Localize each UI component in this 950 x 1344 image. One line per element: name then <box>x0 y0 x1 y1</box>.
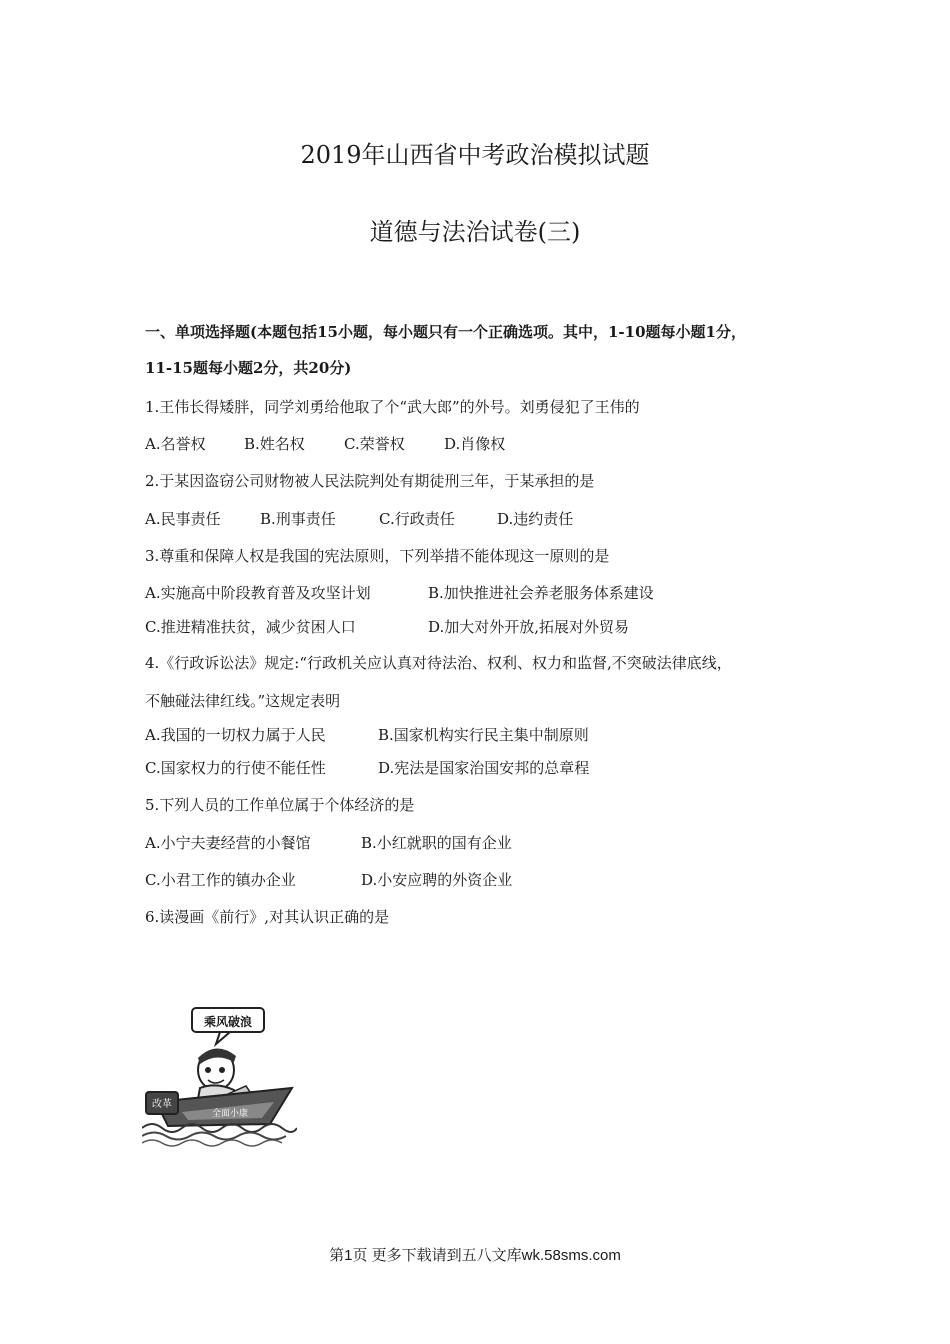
option-a: A.名誉权 <box>145 435 206 453</box>
option-c: C.荣誉权 <box>344 435 405 453</box>
option-b: B.国家机构实行民主集中制原则 <box>378 726 589 744</box>
page-footer: 第1页 更多下载请到五八文库wk.58sms.com <box>329 1247 621 1264</box>
question-4-stem-cont: 不触碰法律红线。”这规定表明 <box>145 692 341 710</box>
question-4-stem: 4.《行政诉讼法》规定:“行政机关应认真对待法治、权利、权力和监督,不突破法律底线， <box>145 654 732 672</box>
option-c: C.国家权力的行使不能任性 <box>145 759 326 777</box>
option-d: D.违约责任 <box>497 510 574 528</box>
bubble-text: 乘风破浪 <box>203 1015 253 1029</box>
option-a: A.我国的一切权力属于人民 <box>145 726 326 744</box>
option-b: B.刑事责任 <box>260 510 336 528</box>
question-5-stem: 5.下列人员的工作单位属于个体经济的是 <box>145 796 415 814</box>
question-3-options-ab <box>145 582 654 603</box>
option-b: B.小红就职的国有企业 <box>361 834 512 852</box>
boat-text: 全面小康 <box>211 1109 249 1119</box>
question-6-stem: 6.读漫画《前行》,对其认识正确的是 <box>145 908 390 926</box>
option-b: B.姓名权 <box>244 435 305 453</box>
question-4-options-cd <box>145 757 589 778</box>
option-a: A.民事责任 <box>145 510 221 528</box>
question-4-options-ab <box>145 724 589 745</box>
option-d: D.加大对外开放,拓展对外贸易 <box>428 618 630 636</box>
question-1-stem: 1.王伟长得矮胖，同学刘勇给他取了个“武大郎”的外号。刘勇侵犯了王伟的 <box>145 398 640 416</box>
question-2-options <box>145 508 573 529</box>
option-d: D.宪法是国家治国安邦的总章程 <box>378 759 590 777</box>
section-heading-cont: 11-15题每小题2分，共20分) <box>145 359 352 377</box>
option-d: D.肖像权 <box>444 435 506 453</box>
engine-text: 改革 <box>152 1099 172 1110</box>
page-subtitle: 道德与法治试卷(三) <box>369 218 581 246</box>
cartoon-image <box>142 1002 297 1147</box>
question-3-stem: 3.尊重和保障人权是我国的宪法原则，下列举措不能体现这一原则的是 <box>145 547 610 565</box>
question-5-options-ab <box>145 832 512 853</box>
question-5-options-cd <box>145 869 512 890</box>
option-c: C.推进精准扶贫，减少贫困人口 <box>145 618 356 636</box>
section-heading: 一、单项选择题(本题包括15小题，每小题只有一个正确选项。其中，1-10题每小题1分， <box>145 323 746 341</box>
option-c: C.行政责任 <box>379 510 455 528</box>
option-b: B.加快推进社会养老服务体系建设 <box>428 584 654 602</box>
question-3-options-cd <box>145 616 629 637</box>
question-1-options <box>145 433 505 454</box>
option-c: C.小君工作的镇办企业 <box>145 871 296 889</box>
page-title: 2019年山西省中考政治模拟试题 <box>300 141 650 169</box>
option-d: D.小安应聘的外资企业 <box>361 871 513 889</box>
question-2-stem: 2.于某因盗窃公司财物被人民法院判处有期徒刑三年，于某承担的是 <box>145 472 595 490</box>
option-a: A.小宁夫妻经营的小餐馆 <box>145 834 311 852</box>
option-a: A.实施高中阶段教育普及攻坚计划 <box>145 584 371 602</box>
